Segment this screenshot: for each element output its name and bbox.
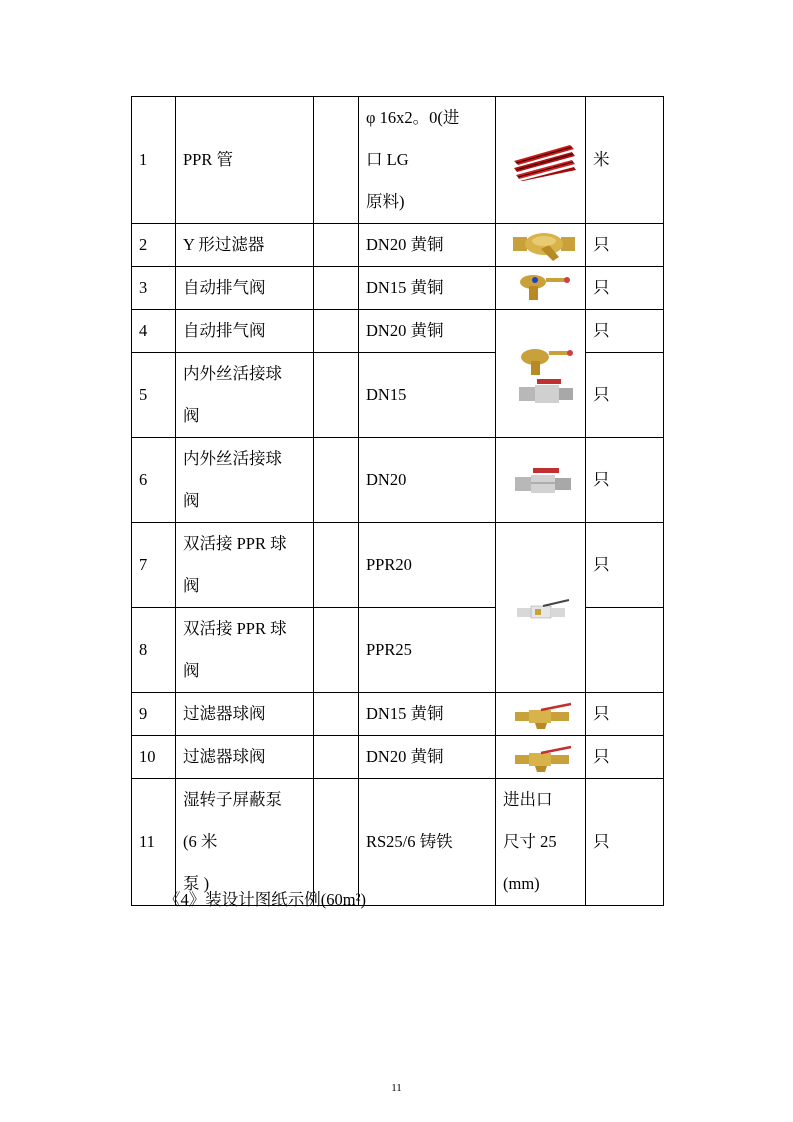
table-row [132,779,664,906]
item-name: 双活接 PPR 球 阀 [176,523,314,608]
empty-cell [314,736,359,779]
row-number: 11 [132,779,176,906]
item-name: PPR 管 [176,97,314,224]
table-row [132,310,664,353]
item-spec: DN20 [359,438,496,523]
item-spec: DN15 黄铜 [359,693,496,736]
row-number: 9 [132,693,176,736]
item-unit: 只 [586,438,664,523]
item-unit: 只 [586,267,664,310]
item-name: 自动排气阀 [176,267,314,310]
row-number: 3 [132,267,176,310]
item-spec: PPR20 [359,523,496,608]
item-unit: 只 [586,224,664,267]
filter-ball-valve-image [511,700,577,730]
ppr-ball-valve-image [509,594,579,624]
item-unit: 只 [586,736,664,779]
air-vent-valve-image [511,272,577,306]
table-row [132,224,664,267]
item-name: 双活接 PPR 球 阀 [176,608,314,693]
row-number: 1 [132,97,176,224]
empty-cell [314,438,359,523]
item-name: 内外丝活接球 阀 [176,438,314,523]
filter-ball-valve-image [511,743,577,773]
item-unit: 只 [586,693,664,736]
empty-cell [314,224,359,267]
table-row [132,693,664,736]
empty-cell [314,310,359,353]
table-row [132,736,664,779]
item-spec: DN20 黄铜 [359,224,496,267]
empty-cell [314,779,359,906]
item-spec: DN20 黄铜 [359,736,496,779]
empty-cell [314,608,359,693]
item-name: 自动排气阀 [176,310,314,353]
item-image-cell [496,693,586,736]
table-row [132,97,664,224]
item-image-cell [496,736,586,779]
empty-cell [314,267,359,310]
item-unit: 只 [586,353,664,438]
item-unit: 只 [586,779,664,906]
page-number: 11 [391,1082,402,1094]
item-image-cell [496,224,586,267]
red-ppr-pipes-image [512,141,576,181]
table-row [132,523,664,608]
item-spec: DN15 [359,353,496,438]
item-unit [586,608,664,693]
row-number: 2 [132,224,176,267]
empty-cell [314,523,359,608]
item-name: Y 形过滤器 [176,224,314,267]
item-name: 过滤器球阀 [176,736,314,779]
materials-table [131,96,664,906]
item-spec: RS25/6 铸铁 [359,779,496,906]
figure-caption: 《4》装设计图纸示例(60m²) [164,890,367,909]
item-name: 内外丝活接球 阀 [176,353,314,438]
item-spec: DN15 黄铜 [359,267,496,310]
empty-cell [314,353,359,438]
item-image-cell [496,438,586,523]
brass-y-strainer-image [511,229,577,263]
item-unit: 只 [586,310,664,353]
empty-cell [314,97,359,224]
item-spec: PPR25 [359,608,496,693]
item-image-cell [496,310,586,438]
row-number: 6 [132,438,176,523]
item-unit: 只 [586,523,664,608]
table-row [132,438,664,523]
table-row [132,267,664,310]
empty-cell [314,693,359,736]
union-ball-valve-image [511,463,577,499]
row-number: 4 [132,310,176,353]
item-image-cell [496,267,586,310]
air-vent-and-ball-valve-image [509,339,579,409]
item-image-cell [496,97,586,224]
item-name: 湿转子屏蔽泵 (6 米 泵 ) [176,779,314,906]
item-image-text: 进出口 尺寸 25 (mm) [496,779,586,906]
row-number: 10 [132,736,176,779]
row-number: 8 [132,608,176,693]
item-unit: 米 [586,97,664,224]
item-spec: DN20 黄铜 [359,310,496,353]
row-number: 5 [132,353,176,438]
item-image-cell [496,523,586,693]
row-number: 7 [132,523,176,608]
item-name: 过滤器球阀 [176,693,314,736]
item-spec: φ 16x2。0(进 口 LG 原料) [359,97,496,224]
